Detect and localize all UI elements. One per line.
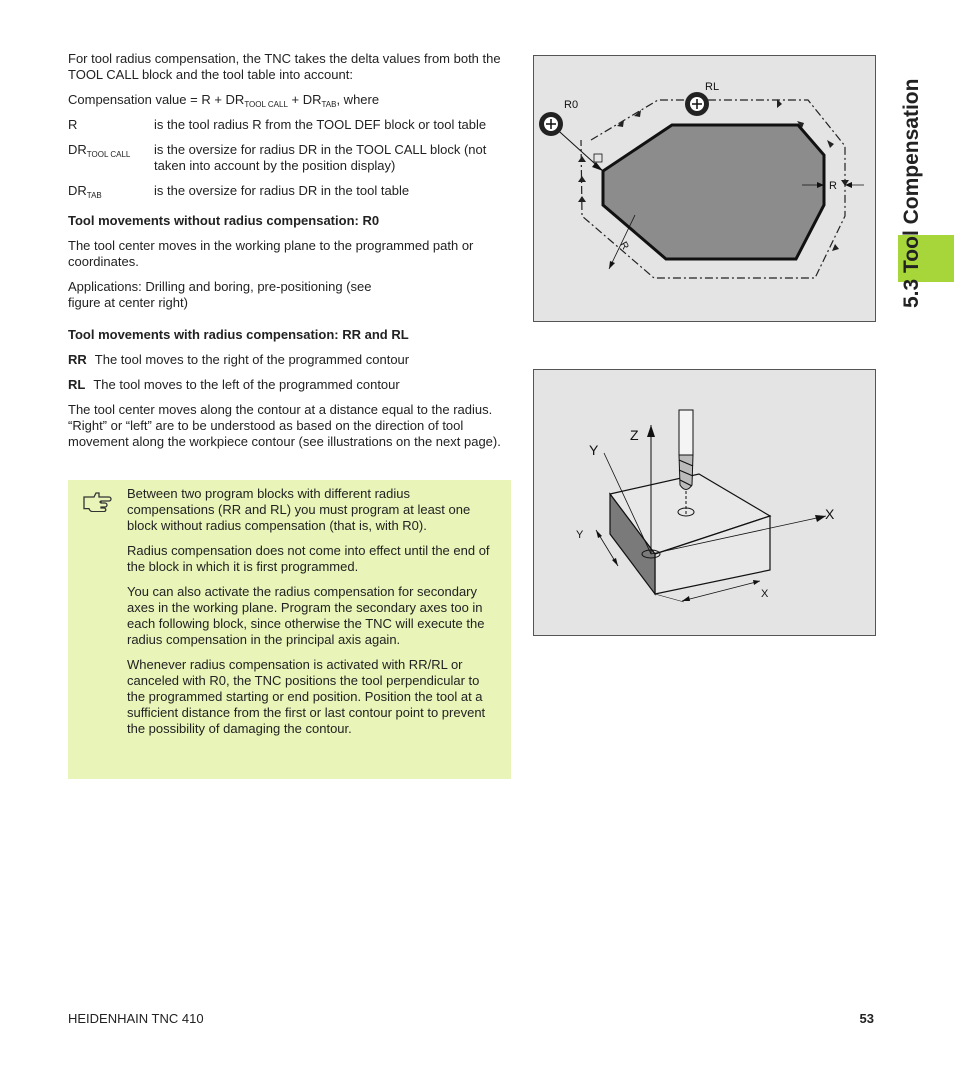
definition-item: $DR_{TOOL CALL}$ is the oversize for radius DR in the TOOL CALL block (not taken into account by the position display) — [68, 142, 487, 173]
definition-item: $DR_{TAB}$ is the oversize for radius DR in the tool table — [68, 183, 410, 200]
rr-rl-text: The tool center moves along the contour at a distance equal to the radius. “Right” or “left” are to be understood as based on the direction of tool movement along the workpiece contour (see illustrations on the next page). — [68, 402, 501, 449]
rr-line: RR The tool moves to the right of the programmed contour — [68, 352, 410, 367]
label-x: X — [825, 506, 835, 522]
label-r-diag: R — [617, 240, 631, 252]
section-title-vertical — [898, 48, 926, 308]
rl-line: RL The tool moves to the left of the programmed contour — [68, 377, 400, 392]
rr-rl-heading: Tool movements with radius compensation: RR and RL — [68, 327, 409, 342]
label-y: Y — [589, 442, 599, 458]
r0-text: The tool center moves in the working plane to the programmed path or coordinates. — [68, 238, 474, 269]
main-text-column — [68, 51, 508, 459]
note-paragraph: You can also activate the radius compensation for secondary axes in the working plane. Program the secondary axes too in each following block, since otherwise the TNC will execute the radius compensation in the principal axis again. — [127, 584, 485, 647]
note-box — [68, 480, 511, 779]
label-r0: R0 — [564, 99, 579, 111]
figure-r0-positioning — [533, 369, 876, 636]
footer-product: HEIDENHAIN TNC 410 — [68, 1011, 204, 1026]
r0-applications: Applications: Drilling and boring, pre-positioning (see figure at center right) — [68, 279, 372, 310]
section-title-text: 5.3 Tool Compensation — [900, 78, 923, 308]
tool-rl-icon — [685, 92, 709, 116]
label-y-small: Y — [576, 529, 584, 541]
definition-item: R is the tool radius R from the TOOL DEF block or tool table — [68, 117, 487, 132]
tool-r0-icon — [539, 112, 563, 136]
r0-heading: Tool movements without radius compensation: R0 — [68, 213, 380, 228]
label-rl: RL — [705, 81, 720, 93]
label-r-right: R — [829, 180, 837, 192]
note-paragraph: Between two program blocks with different radius compensations (RR and RL) you must program at least one block without radius compensation (that is, with R0). — [127, 486, 471, 533]
note-body — [127, 486, 501, 746]
note-paragraph: Radius compensation does not come into effect until the end of the block in which it is first programmed. — [127, 543, 490, 574]
intro-paragraph: For tool radius compensation, the TNC takes the delta values from both the TOOL CALL block and the tool table into account: — [68, 51, 501, 82]
page-number: 53 — [859, 1011, 874, 1026]
note-paragraph: Whenever radius compensation is activated with RR/RL or canceled with R0, the TNC positions the tool perpendicular to the programmed starting or end position. Position the tool at a sufficient distance from the first or last contour point to prevent the possibility of damaging the contour. — [127, 657, 486, 736]
label-x-small: X — [761, 588, 769, 600]
definition-list — [68, 117, 508, 199]
pointing-hand-icon — [82, 490, 112, 517]
formula-line: Compensation value = $R + DR_{TOOL CALL} + DR_{TAB}$, where — [68, 92, 380, 109]
contour-octagon — [603, 125, 824, 259]
label-z: Z — [630, 427, 639, 443]
figure-radius-compensation-contour — [533, 55, 876, 322]
